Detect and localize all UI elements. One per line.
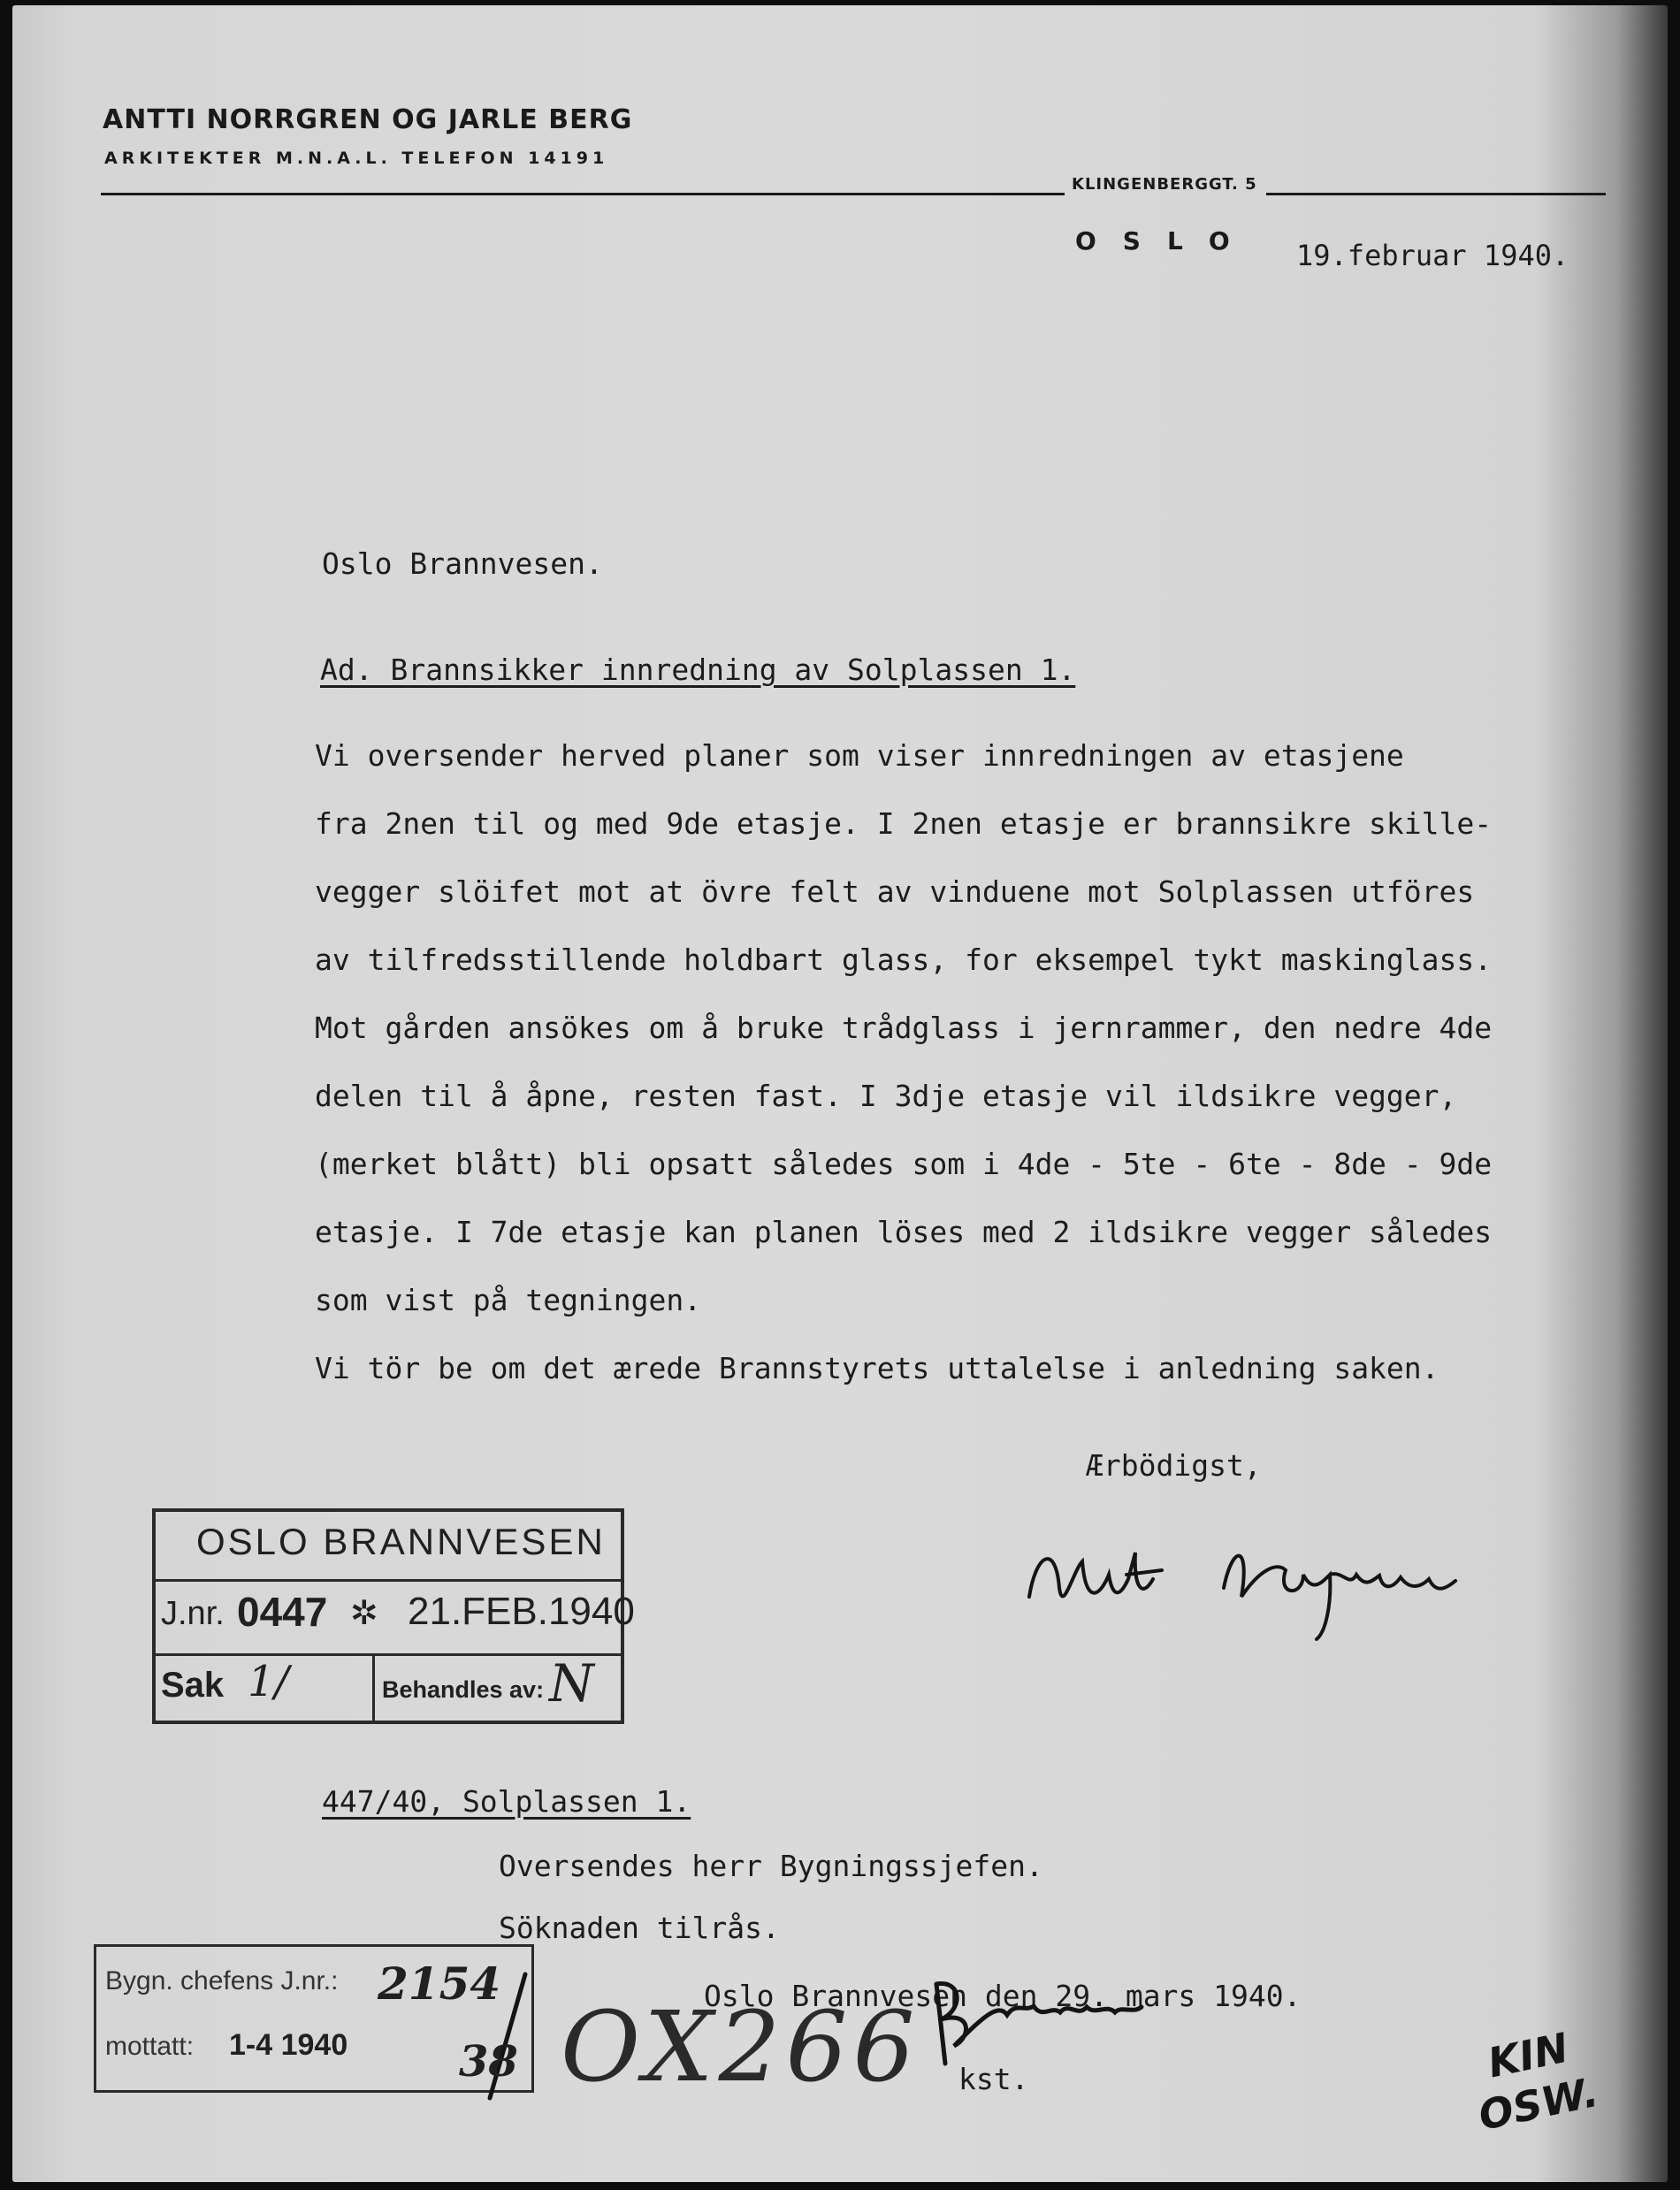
forward-line: Söknaden tilrås.: [499, 1911, 780, 1945]
building-stamp-received-label: mottatt:: [105, 2032, 195, 2061]
received-stamp-title: OSLO BRANNVESEN: [196, 1521, 606, 1562]
building-stamp-number: 2154: [378, 1957, 501, 2010]
signature-norrgren: [1020, 1535, 1480, 1641]
body-line: vegger slöifet mot at övre felt av vinduene mot Solplassen utföres: [315, 874, 1475, 909]
received-stamp-title-row: [156, 1512, 621, 1582]
received-stamp-jnr-label: J.nr.: [161, 1595, 225, 1632]
letterhead-rule-right: [1266, 193, 1606, 195]
body-line: fra 2nen til og med 9de etasje. I 2nen etasje er brannsikre skille-: [315, 806, 1493, 841]
body-line: Mot gården ansökes om å bruke trådglass i jernrammer, den nedre 4de: [315, 1011, 1493, 1045]
body-line: som vist på tegningen.: [315, 1283, 702, 1317]
kst-label: kst.: [958, 2062, 1029, 2096]
received-stamp-case-row: [156, 1653, 621, 1721]
body-line: (merket blått) bli opsatt således som i 4de - 5te - 6te - 8de - 9de: [315, 1147, 1493, 1181]
received-stamp-sak-value: 1/: [248, 1657, 289, 1706]
building-stamp-suffix: 38: [459, 2037, 518, 2087]
building-stamp-received-value: 1-4 1940: [229, 2028, 348, 2062]
letter-page: [12, 5, 1668, 2182]
received-stamp: [152, 1508, 635, 1724]
received-stamp-journal-row: [156, 1579, 635, 1656]
received-stamp-jnr-value: 0447: [237, 1589, 328, 1635]
body-line: Vi tör be om det ærede Brannstyrets uttalelse i anledning saken.: [315, 1351, 1439, 1385]
letterhead-address: KLINGENBERGGT. 5: [1072, 175, 1257, 194]
body-line: Vi oversender herved planer som viser innredningen av etasjene: [315, 738, 1404, 773]
letter-date: 19.februar 1940.: [1296, 239, 1569, 272]
letterhead-firm: ANTTI NORRGREN OG JARLE BERG: [103, 104, 633, 135]
received-stamp-divider: [372, 1653, 375, 1721]
signature-chief: [910, 1966, 1166, 2072]
case-reference: 447/40, Solplassen 1.: [322, 1784, 691, 1819]
letterhead-rule-left: [101, 193, 1065, 195]
forward-line: Oversendes herr Bygningssjefen.: [499, 1849, 1043, 1883]
building-stamp-label: Bygn. chefens J.nr.:: [105, 1966, 339, 1995]
received-stamp-sak-label: Sak: [161, 1666, 225, 1705]
subject-line: Ad. Brannsikker innredning av Solplassen 1.: [320, 652, 1076, 687]
closing: Ærbödigst,: [1086, 1448, 1262, 1483]
asterisk-icon: ✲: [350, 1595, 378, 1632]
received-stamp-date: 21.FEB.1940: [408, 1590, 635, 1633]
body-line: etasje. I 7de etasje kan planen löses med 2 ildsikre vegger således: [315, 1215, 1493, 1249]
letter-body: [315, 721, 1597, 1402]
body-line: av tilfredsstillende holdbart glass, for eksempel tykt maskinglass.: [315, 942, 1493, 977]
received-stamp-behandles-value: N: [549, 1653, 594, 1713]
handwritten-initials: KIN OSW.: [1474, 2023, 1603, 2140]
recipient: Oslo Brannvesen.: [322, 546, 603, 581]
letterhead-city: OSLO: [1075, 226, 1256, 256]
forward-line: Oslo Brannvesen den 29. mars 1940.: [704, 1979, 1302, 2013]
handwritten-number-note: OX266: [561, 1990, 920, 2103]
received-stamp-behandles-label: Behandles av:: [382, 1676, 545, 1703]
body-line: delen til å åpne, resten fast. I 3dje etasje vil ildsikre vegger,: [315, 1079, 1457, 1113]
letterhead-subtitle: ARKITEKTER M.N.A.L. TELEFON 14191: [104, 149, 609, 168]
